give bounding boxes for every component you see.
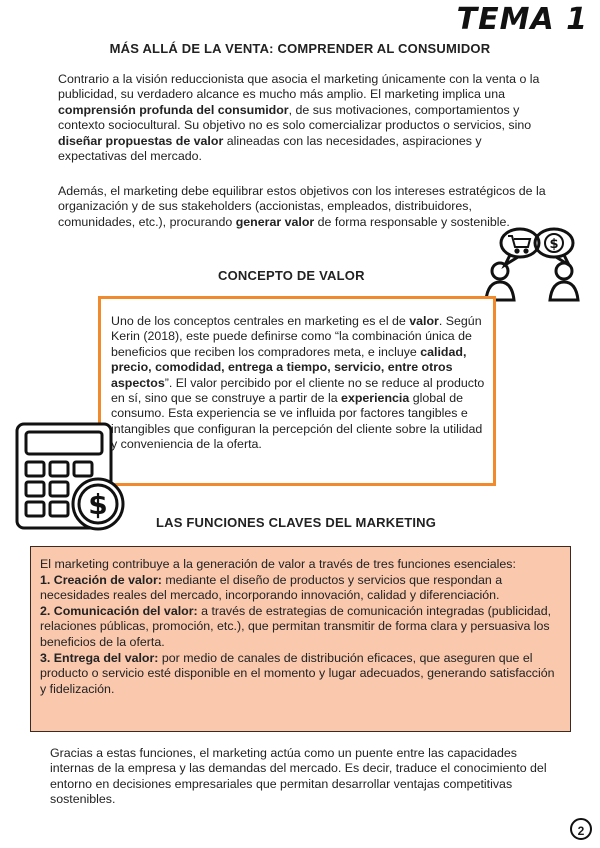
funciones-content (40, 557, 562, 697)
paragraph-consumidor-2: Además, el marketing debe equilibrar estos objetivos con los intereses estratégicos de la organización y de sus stakeholders (accionistas, empleados, distribuidores, comunidades, etc.), procurando generar valor de forma responsable y sostenible. (58, 184, 546, 229)
paragraph-valor: Uno de los conceptos centrales en marketing es el de valor. Según Kerin (2018), este puede definirse como “la combinación única de beneficios que reciben los compradores meta, e incluye calidad, precio, comodidad, entrega a tiempo, servicio, entre otros aspectos”. El valor percibido por el cliente no se reduce al producto en sí, sino que se construye a partir de la experiencia global de consumo. Esta experiencia se ve influida por factores tangibles e intangibles que configuran la percepción del cliente sobre la utilidad y conveniencia de la oferta. (111, 314, 485, 452)
people-exchange-icon (480, 226, 588, 304)
dollar-icon (545, 234, 563, 252)
page-number: 2 (570, 818, 592, 840)
funciones-intro: El marketing contribuye a la generación de valor a través de tres funciones esenciales: (40, 557, 516, 571)
cart-icon (508, 236, 530, 253)
funcion-item-1: 1. Creación de valor: mediante el diseño de productos y servicios que respondan a necesidades reales del mercado, incorporando innovación, calidad y diferenciación. (40, 572, 503, 603)
tema-heading: TEMA 1 (456, 2, 588, 37)
funcion-item-3: 3. Entrega del valor: por medio de canales de distribución eficaces, que aseguren que el producto o servicio esté disponible en el momento y lugar adecuados, generando satisfacción y fidelización. (40, 650, 555, 696)
funcion-item-2: 2. Comunicación del valor: a través de estrategias de comunicación integradas (publicidad, relaciones públicas, promoción, etc.), que permitan transmitir de forma clara y persuasiva los beneficios de la oferta. (40, 603, 552, 649)
calculator-dollar-icon (14, 420, 138, 532)
section-title-consumidor: MÁS ALLÁ DE LA VENTA: COMPRENDER AL CONSUMIDOR (109, 41, 491, 56)
dollar-icon: $ (88, 488, 108, 521)
paragraph-consumidor-1: Contrario a la visión reduccionista que asocia el marketing únicamente con la venta o la publicidad, su verdadero alcance es mucho más amplio. El marketing implica una comprensión profunda del consumidor, de sus motivaciones, comportamientos y contexto sociocultural. Su objetivo no es solo comercializar productos o servicios, sino diseñar propuestas de valor alineadas con las necesidades, aspiraciones y expectativas del mercado. (58, 72, 540, 164)
svg-text:$: $ (549, 237, 559, 252)
paragraph-conclusion: Gracias a estas funciones, el marketing actúa como un puente entre las capacidades internas de la empresa y las demandas del mercado. Es decir, traduce el conocimiento del entorno en decisiones empresariales que permitan desarrollar ventajas competitivas sostenibles. (50, 746, 547, 807)
section-title-funciones: LAS FUNCIONES CLAVES DEL MARKETING (156, 515, 437, 530)
section-title-valor: CONCEPTO DE VALOR (218, 268, 365, 283)
